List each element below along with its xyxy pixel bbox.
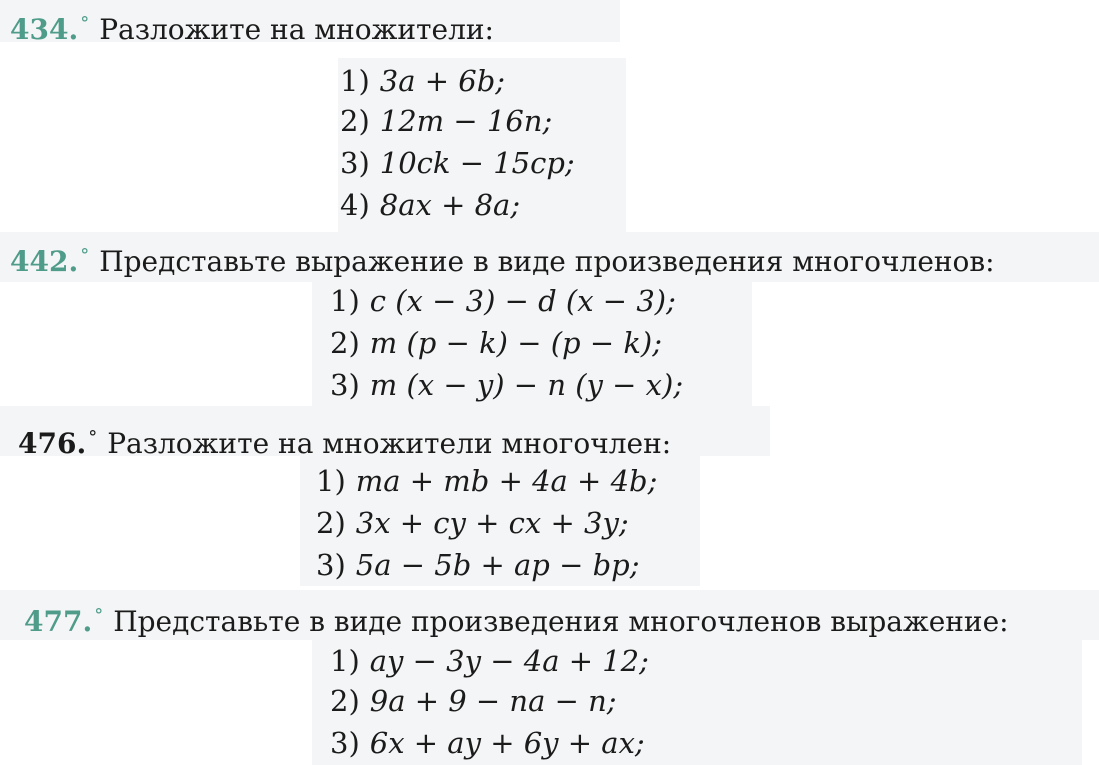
exercise-item bbox=[316, 462, 657, 500]
degree-mark: ° bbox=[94, 605, 104, 626]
exercise-item bbox=[330, 366, 683, 404]
task-instruction: Разложите на множители: bbox=[99, 13, 494, 46]
item-index: 2) bbox=[330, 684, 360, 718]
degree-mark: ° bbox=[80, 13, 90, 34]
item-index: 2) bbox=[340, 104, 370, 138]
item-expression: 6x + ay + 6y + ax; bbox=[369, 726, 645, 760]
task-heading bbox=[18, 420, 671, 462]
exercise-item bbox=[340, 144, 575, 182]
item-expression: 8ax + 8a; bbox=[379, 188, 521, 222]
task-instruction: Представьте выражение в виде произведения многочленов: bbox=[99, 245, 995, 278]
task-number: 442. bbox=[10, 245, 79, 278]
degree-mark: ° bbox=[80, 245, 90, 266]
item-index: 3) bbox=[316, 548, 346, 582]
item-expression: ma + mb + 4a + 4b; bbox=[355, 464, 658, 498]
item-expression: 3x + cy + cx + 3y; bbox=[355, 506, 629, 540]
item-expression: c (x − 3) − d (x − 3); bbox=[369, 284, 676, 318]
task-heading bbox=[10, 238, 995, 280]
item-expression: 12m − 16n; bbox=[379, 104, 553, 138]
task-number: 476. bbox=[18, 427, 87, 460]
exercise-item bbox=[340, 62, 505, 100]
item-index: 3) bbox=[330, 368, 360, 402]
item-expression: m (p − k) − (p − k); bbox=[369, 326, 662, 360]
item-index: 2) bbox=[330, 326, 360, 360]
exercise-item bbox=[316, 504, 629, 542]
task-number: 434. bbox=[10, 13, 79, 46]
exercise-item bbox=[330, 682, 617, 720]
task-instruction: Разложите на множители многочлен: bbox=[107, 427, 672, 460]
item-expression: m (x − y) − n (y − x); bbox=[369, 368, 684, 402]
exercise-item bbox=[340, 102, 552, 140]
item-index: 3) bbox=[340, 146, 370, 180]
item-index: 2) bbox=[316, 506, 346, 540]
exercise-item bbox=[330, 324, 662, 362]
item-index: 1) bbox=[340, 64, 370, 98]
exercise-item bbox=[316, 546, 639, 584]
item-index: 3) bbox=[330, 726, 360, 760]
exercise-item bbox=[340, 186, 520, 224]
item-index: 1) bbox=[316, 464, 346, 498]
item-expression: 10ck − 15cp; bbox=[379, 146, 575, 180]
exercise-item bbox=[330, 724, 645, 762]
task-heading bbox=[24, 598, 1009, 640]
exercise-item bbox=[330, 282, 676, 320]
degree-mark: ° bbox=[88, 427, 98, 448]
task-heading bbox=[10, 6, 494, 48]
item-expression: ay − 3y − 4a + 12; bbox=[369, 644, 649, 678]
task-number: 477. bbox=[24, 605, 93, 638]
exercise-item bbox=[330, 642, 649, 680]
item-index: 1) bbox=[330, 644, 360, 678]
task-instruction: Представьте в виде произведения многочленов выражение: bbox=[113, 605, 1009, 638]
item-expression: 3a + 6b; bbox=[379, 64, 506, 98]
item-expression: 5a − 5b + ap − bp; bbox=[355, 548, 640, 582]
item-index: 4) bbox=[340, 188, 370, 222]
item-index: 1) bbox=[330, 284, 360, 318]
item-expression: 9a + 9 − na − n; bbox=[369, 684, 617, 718]
